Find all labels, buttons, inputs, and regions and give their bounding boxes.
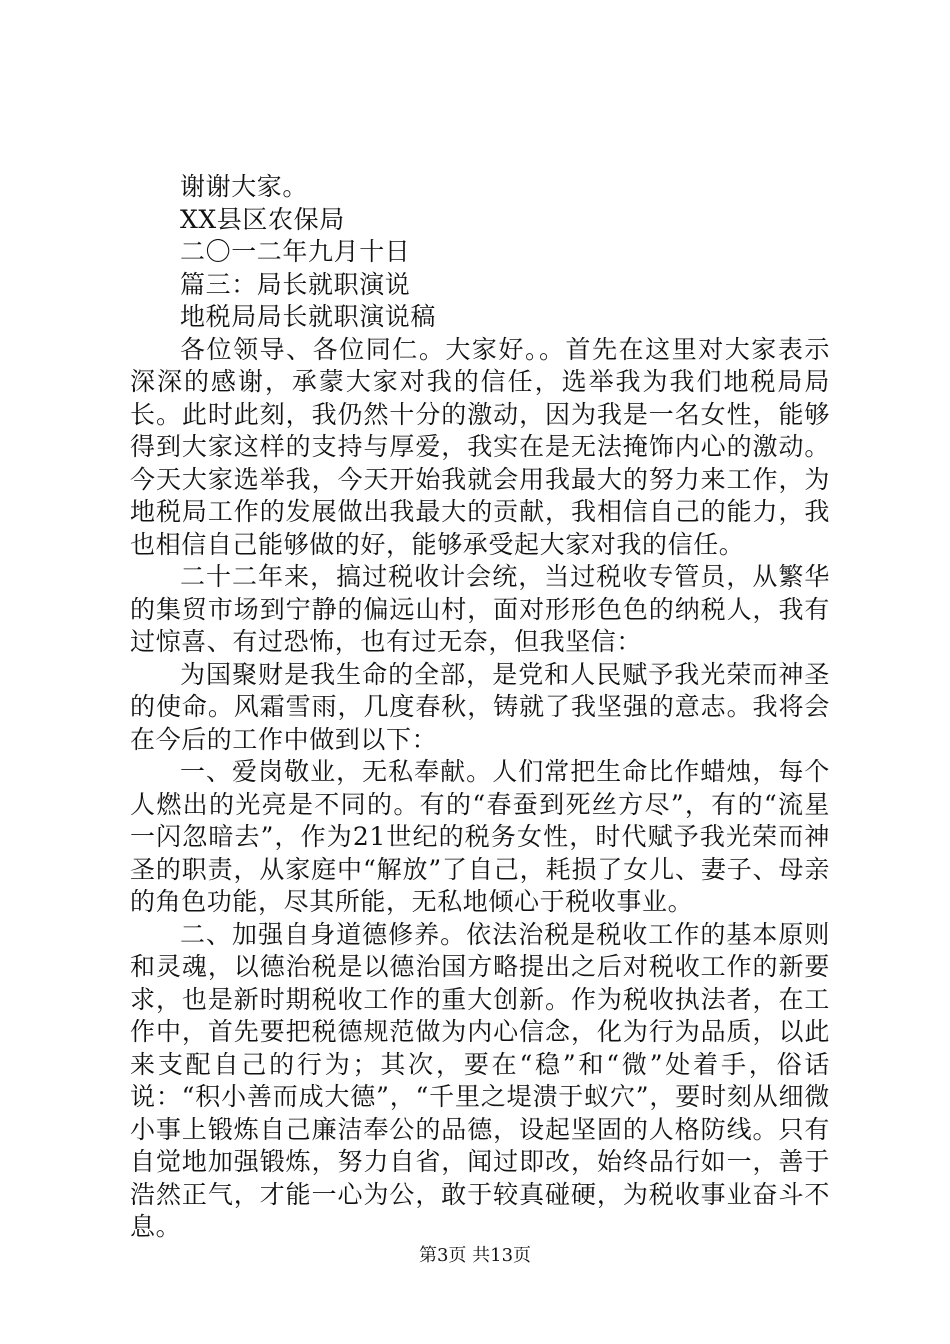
paragraph-mission: 为国聚财是我生命的全部，是党和人民赋予我光荣而神圣的使命。风霜雪雨，几度春秋，铸就了我坚强的意志。我将会在今后的工作中做到以下： [130,659,830,754]
paragraph-thanks: 谢谢大家。 [180,172,309,201]
paragraph-career: 二十二年来，搞过税收计会统，当过税收专管员，从繁华的集贸市场到宁静的偏远山村，面对形形色色的纳税人，我有过惊喜、有过恐怖，也有过无奈，但我坚信： [130,562,830,656]
paragraph-org: XX县区农保局 [180,204,345,234]
paragraph-point-one: 一、爱岗敬业，无私奉献。人们常把生命比作蜡烛，每个人燃出的光亮是不同的。有的“春蚕到死丝方尽”，有的“流星一闪忽暗去”，作为21世纪的税务女性，时代赋予我光荣而神圣的职责，从家庭中“解放”了自己，耗损了女儿、妻子、母亲的角色功能，尽其所能，无私地倾心于税收事业。 [130,757,830,916]
section-heading: 篇三：局长就职演说 [180,269,411,299]
document-body [130,171,830,1244]
paragraph-greeting: 各位领导、各位同仁。大家好。。首先在这里对大家表示深深的感谢，承蒙大家对我的信任，选举我为我们地税局局长。此时此刻，我仍然十分的激动，因为我是一名女性，能够得到大家这样的支持与厚爱，我实在是无法掩饰内心的激动。今天大家选举我，今天开始我就会用我最大的努力来工作，为地税局工作的发展做出我最大的贡献，我相信自己的能力，我也相信自己能够做的好，能够承受起大家对我的信任。 [130,334,830,559]
paragraph-point-two: 二、加强自身道德修养。依法治税是税收工作的基本原则和灵魂，以德治税是以德治国方略提出之后对税收工作的新要求，也是新时期税收工作的重大创新。作为税收执法者，在工作中，首先要把税德规范做为内心信念，化为行为品质，以此来支配自己的行为；其次，要在“稳”和“微”处着手，俗话说：“积小善而成大德”，“千里之堤溃于蚁穴”，要时刻从细微小事上锻炼自己廉洁奉公的品德，设起坚固的人格防线。只有自觉地加强锻炼，努力自省，闻过即改，始终品行如一，善于浩然正气，才能一心为公，敢于较真碰硬，为税收事业奋斗不息。 [130,919,830,1241]
page-footer: 第3页 共13页 [418,1245,532,1266]
paragraph-date: 二〇一二年九月十日 [180,237,411,266]
speech-title: 地税局局长就职演说稿 [180,302,437,331]
